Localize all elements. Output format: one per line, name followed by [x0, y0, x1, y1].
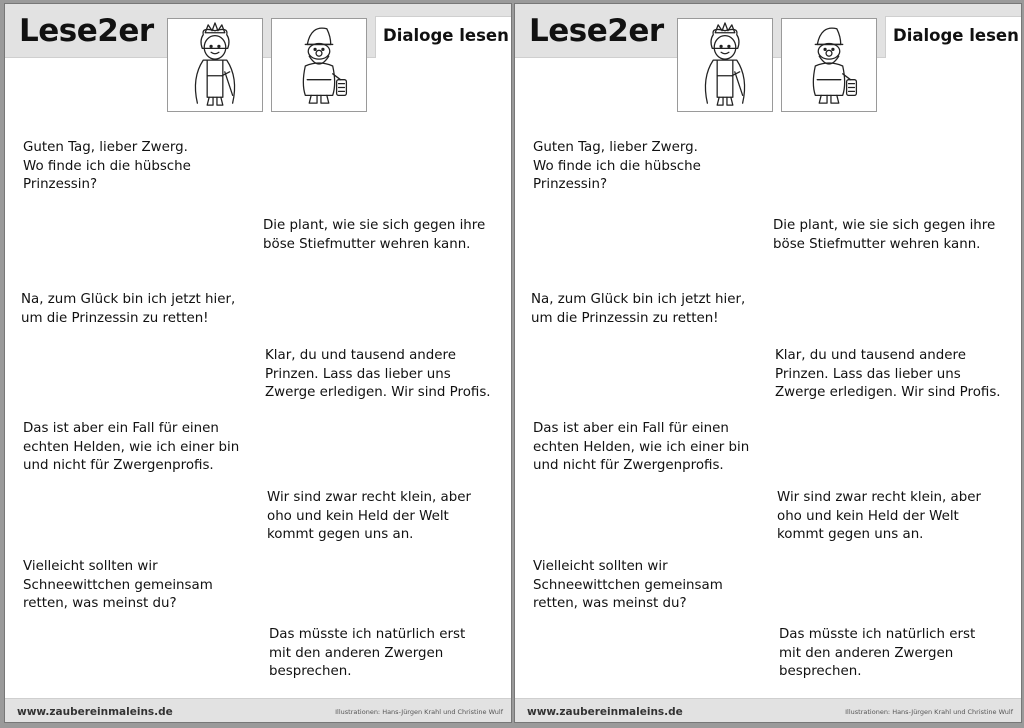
- prince-illustration: [677, 18, 773, 112]
- dialogue-text: und nicht für Zwergenprofis.: [23, 458, 214, 473]
- dwarf-line-4: [779, 626, 975, 682]
- prince-line-3: [23, 420, 239, 476]
- dialogue-text: Vielleicht sollten wir: [533, 559, 668, 574]
- dialogue-text: Prinzessin?: [23, 177, 98, 192]
- prince-illustration: [167, 18, 263, 112]
- prince-icon: [678, 19, 772, 111]
- dialogue-text: oho und kein Held der Welt: [777, 508, 959, 524]
- dialogue-text: kommt gegen uns an.: [777, 527, 924, 542]
- dwarf-icon: [272, 19, 366, 111]
- page-subtitle: Dialoge lesen: [893, 26, 1019, 45]
- dialogue-text: böse Stiefmutter wehren kann.: [773, 236, 981, 252]
- dialogue-text: Na, zum Glück bin ich jetzt hier,: [531, 292, 746, 307]
- dialogue-text: Das ist aber ein Fall für einen: [23, 421, 219, 436]
- dialogue-text: Die plant, wie sie sich gegen ihre: [773, 218, 996, 233]
- page-title: Lese2er: [19, 13, 154, 49]
- sheet-footer: [5, 698, 511, 723]
- dialogue-text: Wir sind zwar recht klein, aber: [267, 490, 472, 505]
- dialogue-text: Klar, du und tausend andere: [775, 348, 966, 363]
- dialogue-text: echten Helden, wie ich einer bin: [533, 439, 750, 455]
- subtitle-box: [885, 16, 1021, 58]
- dwarf-line-1: [773, 217, 995, 254]
- dialogue-text: mit den anderen Zwergen: [269, 645, 444, 661]
- dialogue-text: kommt gegen uns an.: [267, 527, 414, 542]
- prince-line-1: [533, 139, 701, 195]
- dialogue-text: Guten Tag, lieber Zwerg.: [533, 140, 698, 155]
- dialogue-text: Wo finde ich die hübsche: [23, 158, 191, 174]
- dialogue-text: oho und kein Held der Welt: [267, 508, 449, 524]
- dwarf-line-2: [775, 347, 1001, 403]
- dialogue-text: retten, was meinst du?: [533, 596, 687, 611]
- dwarf-line-2: [265, 347, 491, 403]
- dialogue-text: besprechen.: [269, 664, 352, 679]
- dialogue-text: böse Stiefmutter wehren kann.: [263, 236, 471, 252]
- dialogue-text: Schneewittchen gemeinsam: [23, 577, 213, 593]
- dialogue-text: und nicht für Zwergenprofis.: [533, 458, 724, 473]
- prince-icon: [168, 19, 262, 111]
- dialogue-text: Zwerge erledigen. Wir sind Profis.: [265, 385, 491, 400]
- prince-line-3: [533, 420, 749, 476]
- dwarf-line-3: [267, 489, 471, 545]
- dialogue-text: echten Helden, wie ich einer bin: [23, 439, 240, 455]
- worksheet-left: [4, 3, 512, 723]
- prince-line-4: [23, 558, 213, 614]
- dialogue-text: Prinzessin?: [533, 177, 608, 192]
- dwarf-illustration: [781, 18, 877, 112]
- dwarf-line-3: [777, 489, 981, 545]
- dwarf-line-4: [269, 626, 465, 682]
- dialogue-text: Guten Tag, lieber Zwerg.: [23, 140, 188, 155]
- dialogue-text: Vielleicht sollten wir: [23, 559, 158, 574]
- page-subtitle: Dialoge lesen: [383, 26, 509, 45]
- illustration-credits: Illustrationen: Hans-Jürgen Krahl und Christine Wulf: [845, 708, 1013, 716]
- dialogue-text: um die Prinzessin zu retten!: [531, 310, 719, 326]
- subtitle-box: [375, 16, 511, 58]
- dialogue-text: Na, zum Glück bin ich jetzt hier,: [21, 292, 236, 307]
- dwarf-illustration: [271, 18, 367, 112]
- dwarf-line-1: [263, 217, 485, 254]
- dwarf-icon: [782, 19, 876, 111]
- sheet-footer: [515, 698, 1021, 723]
- dialogue-text: Schneewittchen gemeinsam: [533, 577, 723, 593]
- page-title: Lese2er: [529, 13, 664, 49]
- website-link[interactable]: www.zaubereinmaleins.de: [527, 706, 683, 718]
- dialogue-text: Das müsste ich natürlich erst: [779, 627, 976, 642]
- dialogue-text: retten, was meinst du?: [23, 596, 177, 611]
- dialogue-text: Prinzen. Lass das lieber uns: [775, 366, 961, 382]
- prince-line-2: [21, 291, 235, 328]
- dialogue-text: Wo finde ich die hübsche: [533, 158, 701, 174]
- dialogue-text: Prinzen. Lass das lieber uns: [265, 366, 451, 382]
- prince-line-4: [533, 558, 723, 614]
- prince-line-1: [23, 139, 191, 195]
- dialogue-text: Die plant, wie sie sich gegen ihre: [263, 218, 486, 233]
- dialogue-text: Zwerge erledigen. Wir sind Profis.: [775, 385, 1001, 400]
- dialogue-text: besprechen.: [779, 664, 862, 679]
- prince-line-2: [531, 291, 745, 328]
- dialogue-text: Wir sind zwar recht klein, aber: [777, 490, 982, 505]
- worksheet-right: [514, 3, 1022, 723]
- dialogue-text: Klar, du und tausend andere: [265, 348, 456, 363]
- dialogue-text: um die Prinzessin zu retten!: [21, 310, 209, 326]
- dialogue-text: Das müsste ich natürlich erst: [269, 627, 466, 642]
- website-link[interactable]: www.zaubereinmaleins.de: [17, 706, 173, 718]
- dialogue-text: Das ist aber ein Fall für einen: [533, 421, 729, 436]
- illustration-credits: Illustrationen: Hans-Jürgen Krahl und Christine Wulf: [335, 708, 503, 716]
- dialogue-text: mit den anderen Zwergen: [779, 645, 954, 661]
